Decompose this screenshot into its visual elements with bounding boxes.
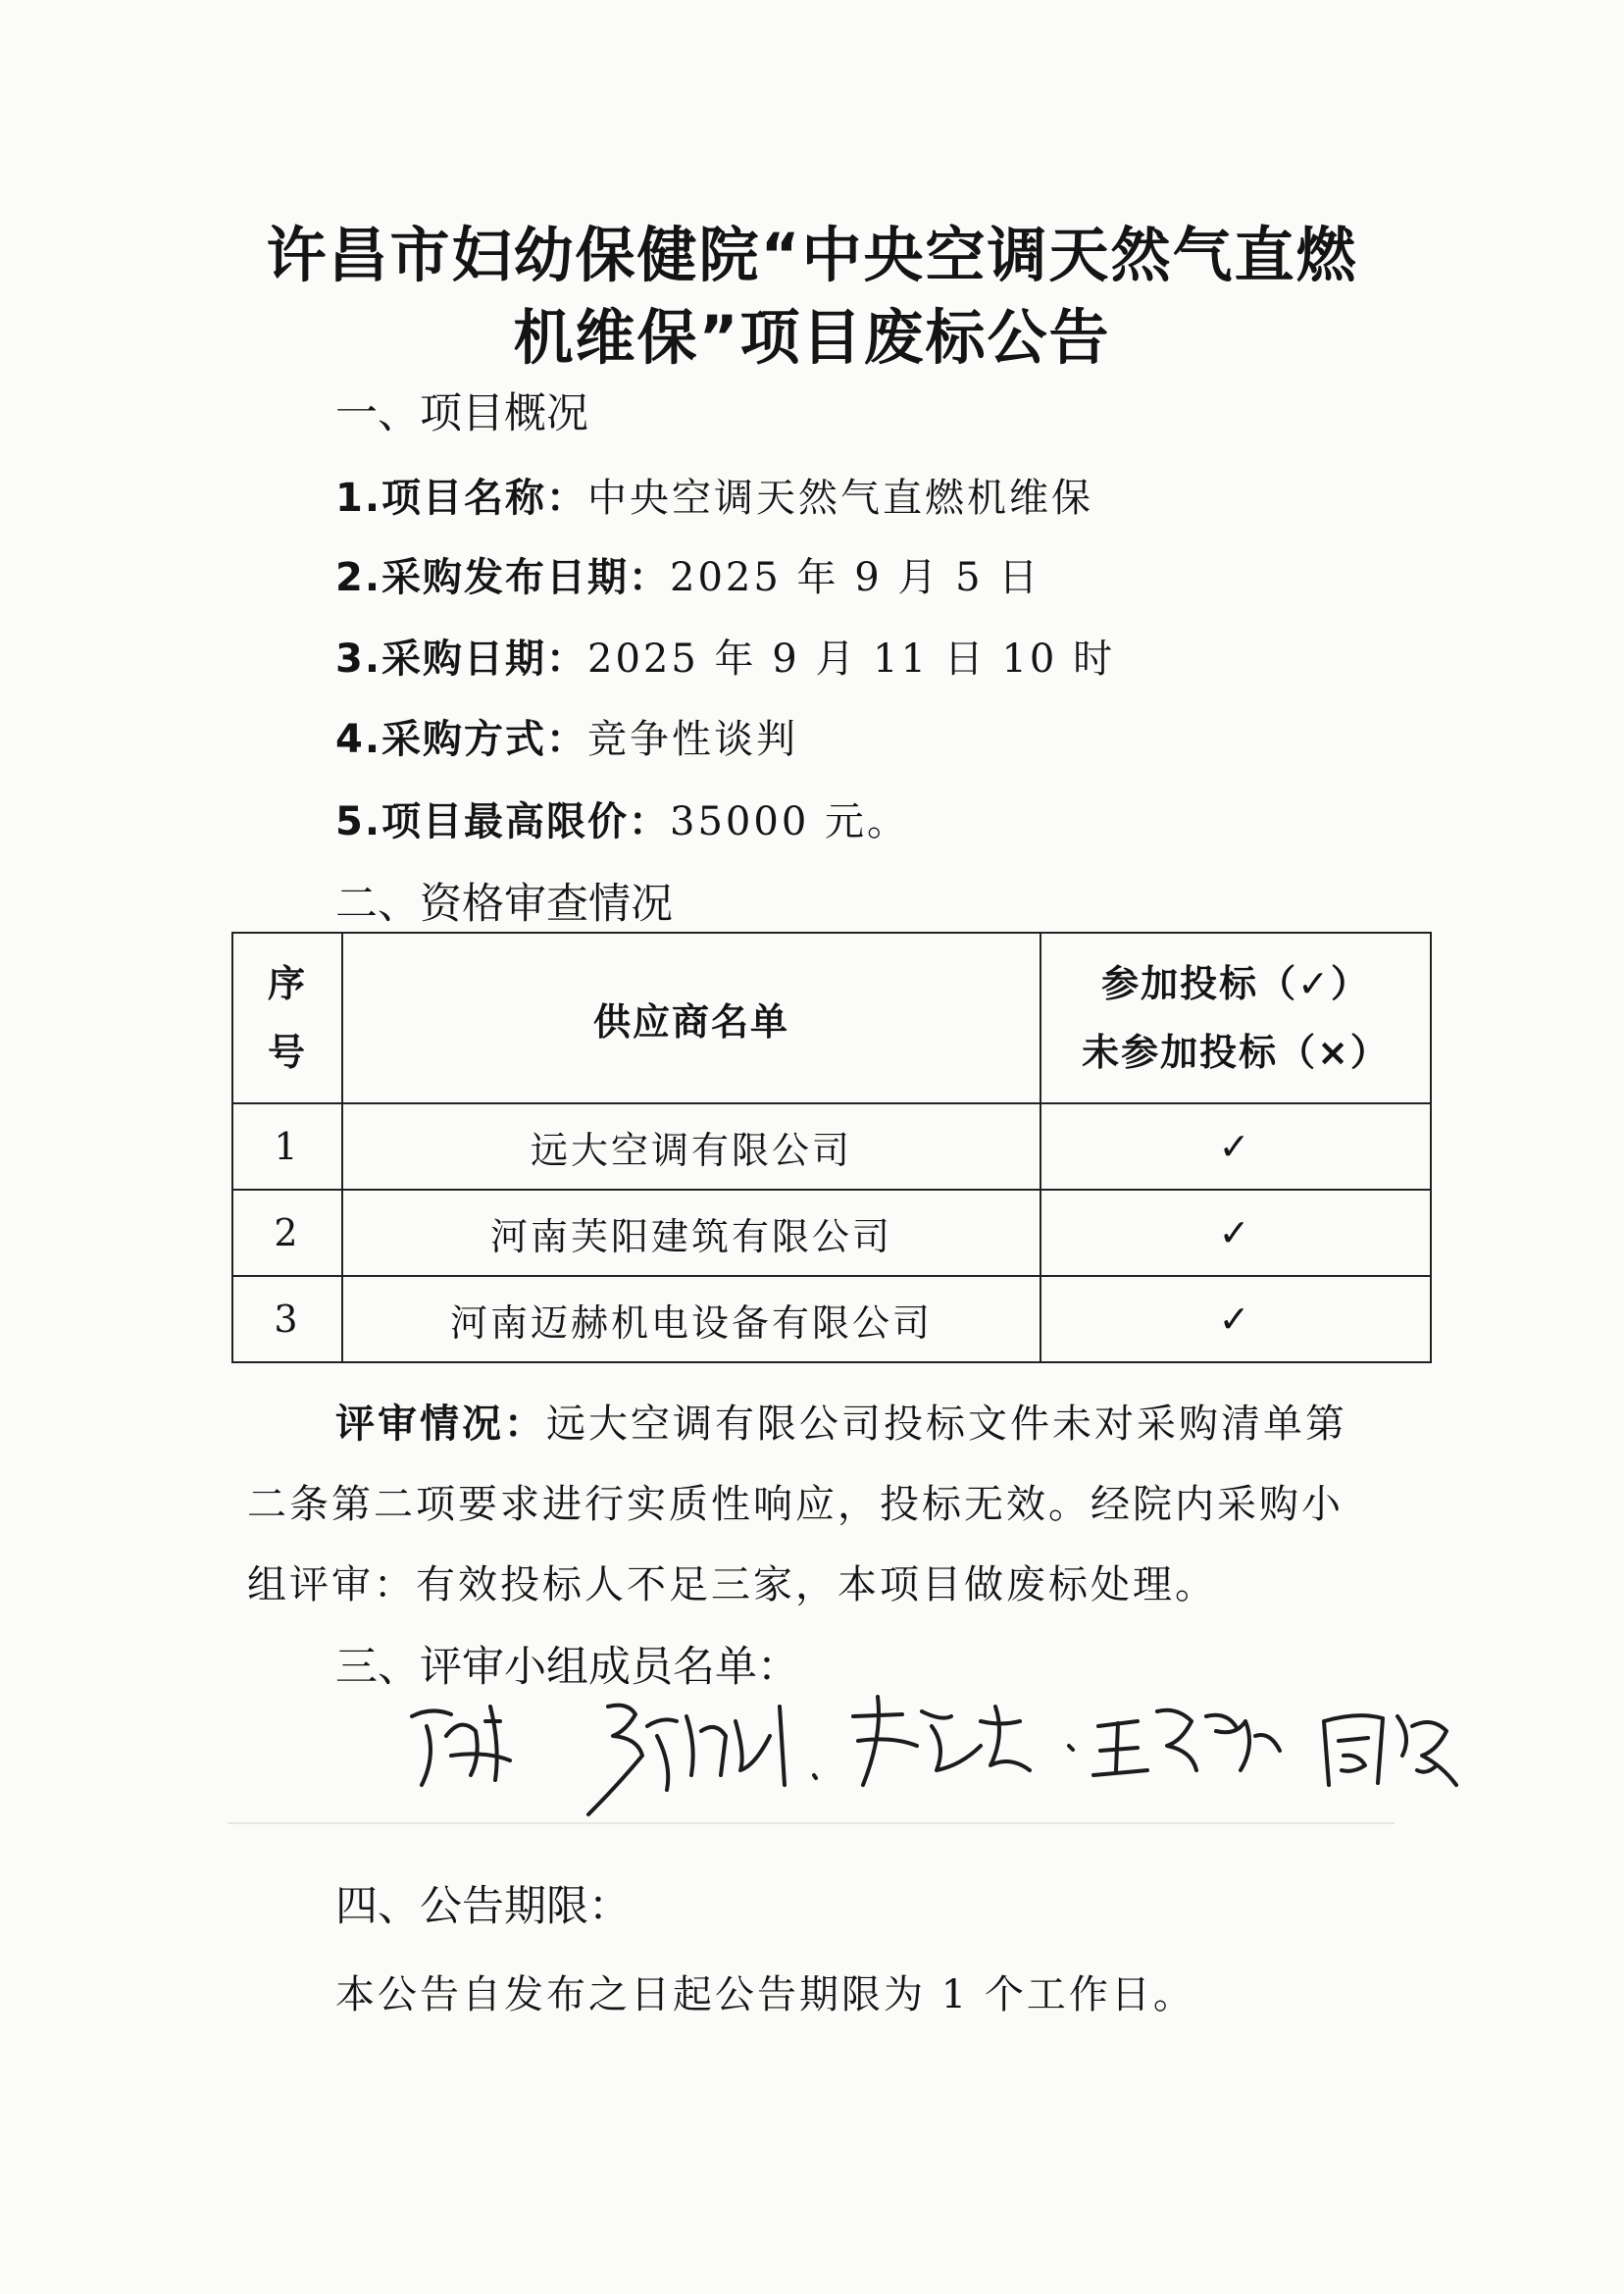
row-seq: 1 — [232, 1103, 342, 1190]
field-value: 2025 年 9 月 11 日 10 时 — [587, 637, 1116, 682]
check-mark-icon: ✓ — [1040, 1276, 1431, 1362]
row-seq: 3 — [232, 1276, 342, 1362]
section3-heading: 三、评审小组成员名单： — [335, 1643, 799, 1692]
row-seq: 2 — [232, 1190, 342, 1276]
section2-heading: 二、资格审查情况 — [335, 880, 673, 929]
row-supplier-name: 河南迈赫机电设备有限公司 — [342, 1276, 1040, 1362]
review-line-2: 二条第二项要求进行实质性响应，投标无效。经院内采购小 — [247, 1482, 1344, 1527]
field-label: 2.采购发布日期： — [335, 555, 671, 600]
field-procurement-date — [335, 628, 1115, 684]
signature-5 — [1324, 1715, 1456, 1785]
field-label: 1.项目名称： — [335, 476, 588, 521]
check-mark-icon: ✓ — [1040, 1190, 1431, 1276]
field-max-price — [335, 790, 909, 846]
header-participation — [1040, 933, 1431, 1103]
title-line-2: 机维保”项目废标公告 — [513, 303, 1111, 373]
review-line-1 — [335, 1393, 1347, 1449]
section4-heading: 四、公告期限： — [335, 1882, 631, 1931]
review-line-3: 组评审：有效投标人不足三家，本项目做废标处理。 — [247, 1562, 1217, 1607]
signature-4 — [1093, 1710, 1280, 1775]
field-project-name — [335, 467, 1093, 523]
handwritten-signatures — [392, 1677, 1520, 1844]
row-supplier-name: 远大空调有限公司 — [342, 1103, 1040, 1190]
field-label: 3.采购日期： — [335, 637, 588, 682]
review-label: 评审情况： — [335, 1402, 546, 1447]
signature-1 — [412, 1707, 510, 1785]
scan-artifact-line — [228, 1822, 1395, 1824]
field-value: 中央空调天然气直燃机维保 — [587, 476, 1094, 521]
table-row — [232, 1103, 1431, 1190]
table-header-row — [232, 933, 1431, 1103]
header-participation-bottom: 未参加投标（×） — [1082, 1031, 1390, 1074]
field-release-date — [335, 546, 1040, 602]
table-row — [232, 1276, 1431, 1362]
section1-heading: 一、项目概况 — [335, 389, 588, 438]
table-row — [232, 1190, 1431, 1276]
check-mark-icon: ✓ — [1040, 1103, 1431, 1190]
field-procurement-method — [335, 708, 798, 764]
notice-period-text: 本公告自发布之日起公告期限为 1 个工作日。 — [335, 1972, 1195, 2017]
signature-3 — [814, 1697, 1073, 1785]
signature-2 — [588, 1706, 785, 1814]
header-seq-top: 序 — [267, 962, 307, 1005]
field-label: 4.采购方式： — [335, 717, 588, 762]
title-line-1: 许昌市妇幼保健院“中央空调天然气直燃 — [266, 221, 1358, 290]
field-value: 2025 年 9 月 5 日 — [670, 555, 1041, 600]
field-value: 竞争性谈判 — [587, 717, 799, 762]
review-text: 远大空调有限公司投标文件未对采购清单第 — [546, 1402, 1347, 1447]
supplier-table — [231, 932, 1432, 1363]
field-label: 5.项目最高限价： — [335, 799, 671, 844]
header-seq-bottom: 号 — [267, 1031, 307, 1074]
field-value: 35000 元。 — [670, 799, 909, 844]
header-supplier-label: 供应商名单 — [592, 999, 789, 1044]
row-supplier-name: 河南芙阳建筑有限公司 — [342, 1190, 1040, 1276]
header-supplier — [342, 933, 1040, 1103]
header-seq — [232, 933, 342, 1103]
header-participation-top: 参加投标（✓） — [1101, 962, 1370, 1005]
